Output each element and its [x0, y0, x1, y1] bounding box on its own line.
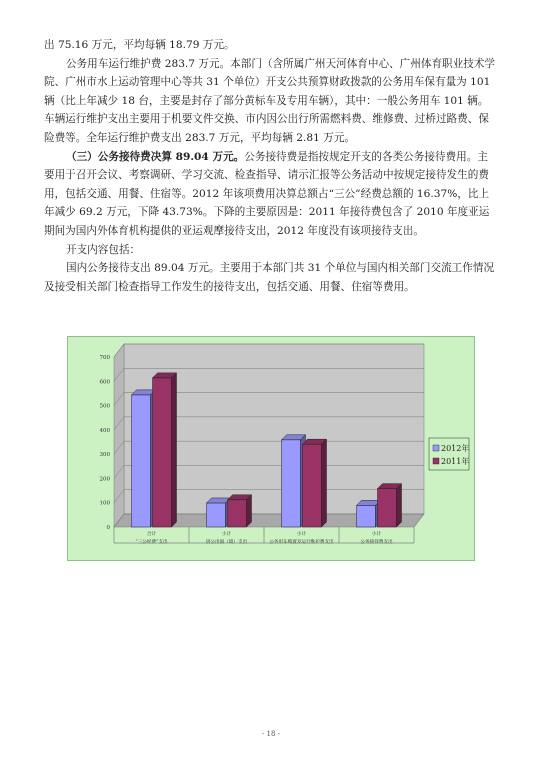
bar — [132, 395, 151, 527]
paragraph — [44, 148, 496, 241]
bar-side — [247, 495, 252, 527]
bar — [207, 503, 226, 527]
y-tick-label: 400 — [99, 427, 110, 434]
x-tick-label: “三公经费”支出 — [135, 540, 168, 545]
x-tick-label: 因公出国（境）支出 — [205, 540, 248, 545]
legend-label: 2011年 — [441, 457, 470, 466]
paragraph-text: 公务接待费是指按规定开支的各类公务接待费用。主要用于召开会议、考察调研、学习交流、检查指导、请示汇报等公务活动中按规定接待发生的费用，包括交通、用餐、住宿等。2012 年该项费用决算总额占“三公”经费总额的 16.37%，比上年减少 69.2 万元，下降 43.73%。下降的主要原因是：2011 年接待费包含了 2010 年度亚运期间为国内外体育机构提供的亚运观摩接待支出，2012 年度没有该项接待支出。 — [44, 150, 490, 237]
bar — [357, 505, 376, 527]
section-heading: （三）公务接待费决算 89.04 万元。 — [66, 150, 245, 163]
bar-side — [322, 439, 327, 527]
bar — [153, 378, 172, 527]
x-tick-label: 合计 — [146, 532, 157, 537]
y-tick-label: 600 — [99, 379, 110, 386]
bar-chart — [68, 337, 474, 560]
chart-side-wall — [114, 344, 124, 527]
paragraph — [44, 259, 496, 296]
legend-swatch — [433, 458, 439, 464]
paragraph — [44, 55, 496, 148]
y-tick-label: 700 — [99, 355, 110, 361]
paragraph — [44, 36, 496, 55]
x-tick-label: 小计 — [221, 532, 232, 537]
bar-side — [172, 373, 177, 527]
paragraph — [44, 241, 496, 260]
x-tick-label: 小计 — [371, 532, 382, 537]
y-tick-label: 100 — [99, 500, 110, 507]
y-tick-label: 500 — [99, 403, 110, 410]
paragraph-text: 出 75.16 万元，平均每辆 18.79 万元。 — [44, 39, 235, 51]
legend-swatch — [433, 445, 439, 451]
y-tick-label: 0 — [106, 525, 110, 531]
bar — [378, 489, 397, 527]
x-tick-label: 公务用车购置及运行维护费支出 — [269, 540, 334, 545]
x-tick-label: 小计 — [296, 532, 307, 537]
paragraph-text: 公务用车运行维护费 283.7 万元。本部门（含所属广州天河体育中心、广州体育职业技术学院、广州市水上运动管理中心等共 31 个单位）开支公共预算财政拨款的公务用车保有量为 101 辆（比上年减少 18 台，主要是封存了部分黄标车及专用车辆），其中：一般公务用车 101 辆。车辆运行维护支出主要用于机要文件交换、市内因公出行所需燃料费、维修费、过桥过路费、保险费等。全年运行维护费支出 283.7 万元，平均每辆 2.81 万元。 — [44, 57, 496, 144]
body-text — [44, 36, 496, 296]
y-tick-label: 300 — [99, 452, 110, 459]
y-tick-label: 200 — [99, 476, 110, 483]
bar — [228, 500, 247, 527]
paragraph-text: 开支内容包括： — [66, 243, 141, 256]
paragraph-text: 国内公务接待支出 89.04 万元。主要用于本部门共 31 个单位与国内相关部门交流工作情况及接受相关部门检查指导工作发生的接待支出，包括交通、用餐、住宿等费用。 — [44, 262, 495, 293]
bar — [282, 440, 301, 527]
x-tick-label: 公务接待费支出 — [360, 540, 393, 545]
bar — [303, 444, 322, 527]
bar-side — [397, 484, 402, 527]
legend-label: 2012年 — [441, 444, 470, 453]
chart-panel — [67, 336, 475, 561]
page-number: - 18 - — [261, 730, 281, 738]
